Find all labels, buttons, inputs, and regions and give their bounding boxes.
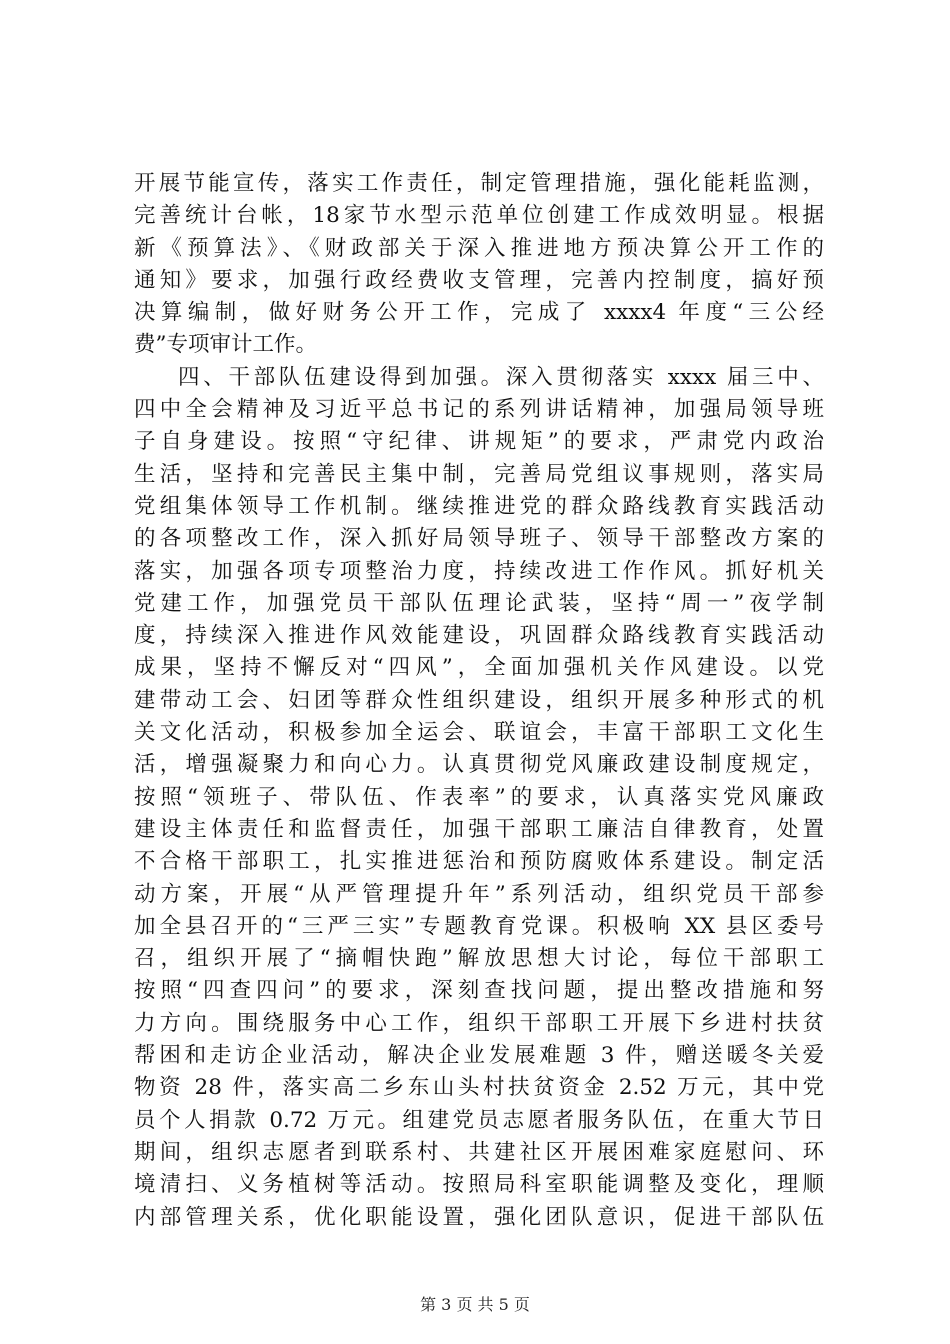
text-line: 按照“四查四问”的要求，深刻查找问题，提出整改措施和努: [134, 978, 824, 1004]
text-line: 动方案，开展“从严管理提升年”系列活动，组织党员干部参: [134, 881, 824, 907]
text-line: 召，组织开展了“摘帽快跑”解放思想大讨论，每位干部职工: [134, 946, 824, 972]
text-line: 成果，坚持不懈反对“四风”，全面加强机关作风建设。以党: [134, 655, 824, 681]
text-line: 落实，加强各项专项整治力度，持续改进工作作风。抓好机关: [134, 558, 824, 584]
text-line: 力方向。围绕服务中心工作，组织干部职工开展下乡进村扶贫: [134, 1010, 824, 1036]
text-line: 建设主体责任和监督责任，加强干部职工廉洁自律教育，处置: [134, 816, 824, 842]
text-line: 党建工作，加强党员干部队伍理论武装，坚持“周一”夜学制: [134, 590, 824, 616]
page-number-footer: 第 3 页 共 5 页: [420, 1295, 530, 1314]
text-line: 活，增强凝聚力和向心力。认真贯彻党风廉政建设制度规定，: [134, 752, 824, 778]
text-line: 加全县召开的“三严三实”专题教育党课。积极响 XX 县区委号: [134, 913, 824, 939]
text-line: 的各项整改工作，深入抓好局领导班子、领导干部整改方案的: [134, 526, 824, 552]
text-line: 关文化活动，积极参加全运会、联谊会，丰富干部职工文化生: [134, 720, 824, 746]
text-line: 决算编制，做好财务公开工作，完成了 xxxx4 年度“三公经: [134, 300, 824, 326]
text-line: 通知》要求，加强行政经费收支管理，完善内控制度，搞好预: [134, 267, 824, 293]
text-line: 物资 28 件，落实高二乡东山头村扶贫资金 2.52 万元，其中党: [134, 1075, 824, 1101]
text-line: 费”专项审计工作。: [134, 332, 317, 358]
text-line: 子自身建设。按照“守纪律、讲规矩”的要求，严肃党内政治: [134, 429, 824, 455]
text-line: 境清扫、义务植树等活动。按照局科室职能调整及变化，理顺: [134, 1172, 824, 1198]
text-line: 期间，组织志愿者到联系村、共建社区开展困难家庭慰问、环: [134, 1139, 824, 1165]
text-line: 不合格干部职工，扎实推进惩治和预防腐败体系建设。制定活: [134, 849, 824, 875]
text-line: 生活，坚持和完善民主集中制，完善局党组议事规则，落实局: [134, 461, 824, 487]
text-line: 新《预算法》、《财政部关于深入推进地方预决算公开工作的: [134, 235, 824, 261]
text-line: 按照“领班子、带队伍、作表率”的要求，认真落实党风廉政: [134, 784, 824, 810]
text-line: 党组集体领导工作机制。继续推进党的群众路线教育实践活动: [134, 493, 824, 519]
text-line: 内部管理关系，优化职能设置，强化团队意识，促进干部队伍: [134, 1204, 824, 1230]
text-line: 开展节能宣传，落实工作责任，制定管理措施，强化能耗监测，: [134, 171, 824, 196]
text-line: 完善统计台帐，18家节水型示范单位创建工作成效明显。根据: [134, 203, 824, 229]
text-line: 建带动工会、妇团等群众性组织建设，组织开展多种形式的机: [134, 687, 824, 713]
text-line: 度，持续深入推进作风效能建设，巩固群众路线教育实践活动: [134, 623, 824, 649]
body-text: [134, 168, 824, 1234]
section-heading-line: 四、干部队伍建设得到加强。深入贯彻落实 xxxx 届三中、: [178, 364, 824, 390]
text-line: 员个人捐款 0.72 万元。组建党员志愿者服务队伍，在重大节日: [134, 1107, 824, 1133]
text-line: 帮困和走访企业活动，解决企业发展难题 3 件，赠送暖冬关爱: [134, 1043, 824, 1069]
text-line: 四中全会精神及习近平总书记的系列讲话精神，加强局领导班: [134, 397, 824, 423]
